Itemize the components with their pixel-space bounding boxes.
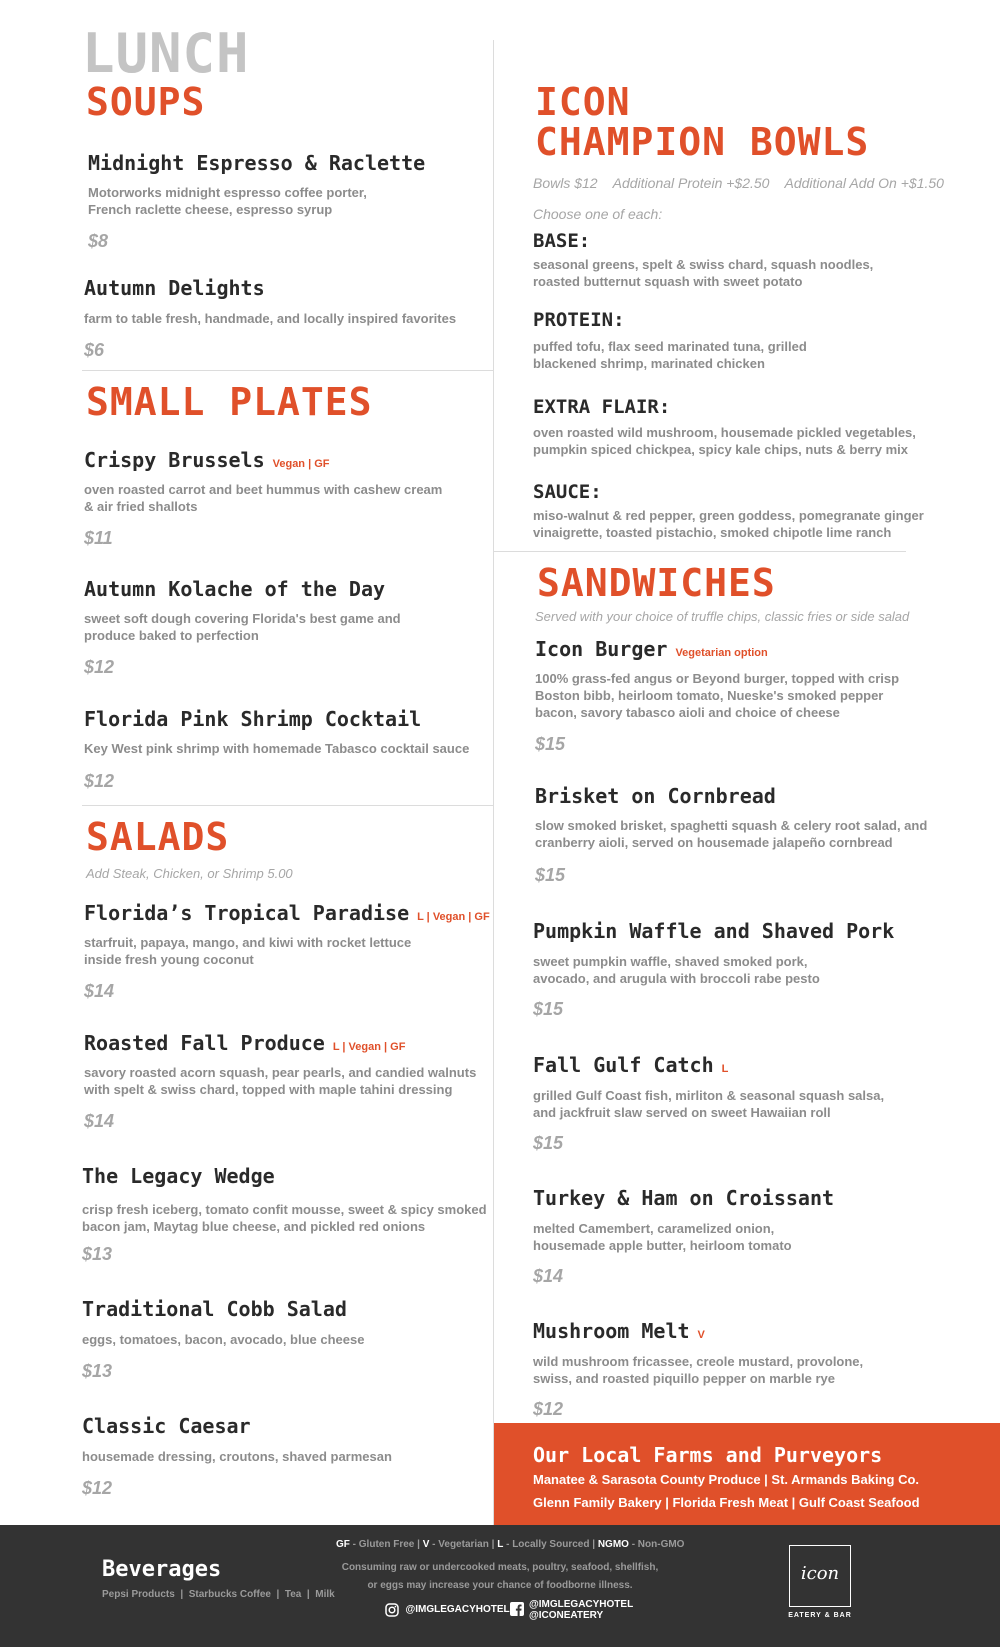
- bowl-section-desc: oven roasted wild mushroom, housemade pickled vegetables, pumpkin spiced chickpea, spicy kale chips, nuts & berry mix: [533, 425, 916, 457]
- item-price: $15: [533, 1133, 564, 1153]
- food-warning: Consuming raw or undercooked meats, poultry, seafood, shellfish,: [341, 1562, 659, 1573]
- bowl-section-desc: seasonal greens, spelt & swiss chard, squash noodles, roasted butternut squash with sweet potato: [533, 257, 874, 289]
- item-name-autumn-delights: Autumn Delights: [84, 276, 265, 300]
- item-price: $12: [84, 657, 115, 677]
- item-price: $13: [82, 1244, 113, 1264]
- bowls-title: ICON CHAMPION BOWLS: [535, 80, 870, 164]
- item-name-cobb-salad: Traditional Cobb Salad: [82, 1297, 347, 1321]
- item-price: $15: [533, 999, 564, 1019]
- bowl-section-base: BASE:: [533, 230, 591, 252]
- column-divider: [493, 40, 494, 1525]
- item-price: $14: [533, 1266, 564, 1286]
- small-plates-title: SMALL PLATES: [86, 380, 373, 424]
- bowls-pricing: Bowls $12 Additional Protein +$2.50 Additional Add On +$1.50: [533, 175, 944, 191]
- item-name-pumpkin-waffle: Pumpkin Waffle and Shaved Pork: [533, 919, 895, 943]
- bowl-section-protein: PROTEIN:: [533, 309, 625, 331]
- item-price: $13: [82, 1361, 113, 1381]
- item-desc: grilled Gulf Coast fish, mirliton & seasonal squash salsa, and jackfruit slaw served on sweet Hawaiian roll: [533, 1088, 885, 1120]
- item-desc: sweet pumpkin waffle, shaved smoked pork, avocado, and arugula with broccoli rabe pesto: [533, 954, 820, 986]
- item-desc: housemade dressing, croutons, shaved parmesan: [82, 1449, 392, 1464]
- item-desc: Key West pink shrimp with homemade Tabasco cocktail sauce: [84, 741, 470, 756]
- farms-title: Our Local Farms and Purveyors: [533, 1443, 883, 1467]
- dietary-tag: L | Vegan | GF: [332, 1041, 406, 1053]
- item-price: $12: [84, 771, 115, 791]
- facebook-icon: [510, 1602, 524, 1616]
- item-price: $8: [88, 231, 109, 251]
- bowl-section-sauce: SAUCE:: [533, 481, 602, 503]
- item-name-classic-caesar: Classic Caesar: [82, 1414, 251, 1438]
- item-desc: starfruit, papaya, mango, and kiwi with rocket lettuce inside fresh young coconut: [84, 935, 412, 967]
- salads-title: SALADS: [86, 815, 230, 859]
- item-price: $14: [84, 1111, 115, 1131]
- logo-subtitle: EATERY & BAR: [788, 1612, 852, 1619]
- item-desc: slow smoked brisket, spaghetti squash & celery root salad, and cranberry aioli, served on housemade jalapeño cornbread: [535, 818, 928, 850]
- divider: [82, 805, 493, 806]
- bowl-section-desc: miso-walnut & red pepper, green goddess, pomegranate ginger vinaigrette, toasted pistachio, smoked chipotle lime ranch: [533, 508, 924, 540]
- item-name-mushroom-melt: Mushroom Melt V: [533, 1319, 705, 1343]
- item-desc: eggs, tomatoes, bacon, avocado, blue cheese: [82, 1332, 365, 1347]
- item-name-shrimp-cocktail: Florida Pink Shrimp Cocktail: [84, 707, 422, 731]
- facebook-link[interactable]: @IMGLEGACYHOTEL @ICONEATERY: [510, 1599, 633, 1621]
- divider: [494, 551, 906, 552]
- item-name-icon-burger: Icon Burger Vegetarian option: [535, 637, 768, 661]
- item-price: $14: [84, 981, 115, 1001]
- item-desc: crisp fresh iceberg, tomato confit mousse, sweet & spicy smoked bacon jam, Maytag blue cheese, and pickled red onions: [82, 1202, 487, 1234]
- dietary-tag: L | Vegan | GF: [417, 911, 490, 923]
- item-desc: sweet soft dough covering Florida's best game and produce baked to perfection: [84, 611, 401, 643]
- item-name-turkey-ham: Turkey & Ham on Croissant: [533, 1186, 835, 1210]
- dietary-legend: GF - Gluten Free | V - Vegetarian | L - Locally Sourced | NGMO - Non-GMO: [336, 1539, 685, 1550]
- dietary-tag: Vegetarian option: [675, 647, 768, 659]
- divider: [82, 370, 493, 371]
- farms-line: Glenn Family Bakery | Florida Fresh Meat | Gulf Coast Seafood: [533, 1495, 920, 1510]
- item-price: $11: [84, 528, 113, 548]
- item-name-tropical-paradise: Florida’s Tropical Paradise L | Vegan | GF: [84, 901, 490, 925]
- item-desc: Motorworks midnight espresso coffee porter, French raclette cheese, espresso syrup: [88, 185, 367, 217]
- instagram-link[interactable]: @IMGLEGACYHOTEL: [385, 1601, 510, 1619]
- item-desc: wild mushroom fricassee, creole mustard, provolone, swiss, and roasted piquillo pepper on marble rye: [533, 1354, 864, 1386]
- beverages-list: Pepsi Products | Starbucks Coffee | Tea | Milk: [102, 1589, 335, 1600]
- icon-logo: icon: [800, 1563, 840, 1584]
- food-warning: or eggs may increase your chance of foodborne illness.: [367, 1580, 633, 1591]
- item-price: $15: [535, 865, 566, 885]
- item-name-legacy-wedge: The Legacy Wedge: [82, 1164, 275, 1188]
- dietary-tag: L: [721, 1063, 729, 1075]
- item-price: $12: [82, 1478, 113, 1498]
- item-price: $6: [84, 340, 105, 360]
- item-name-fall-gulf-catch: Fall Gulf Catch L: [533, 1053, 729, 1077]
- item-desc: farm to table fresh, handmade, and locally inspired favorites: [84, 311, 457, 326]
- item-desc: oven roasted carrot and beet hummus with cashew cream & air fried shallots: [84, 482, 443, 514]
- beverages-title: Beverages: [102, 1557, 222, 1582]
- dietary-tag: Vegan | GF: [272, 458, 330, 470]
- item-price: $12: [533, 1399, 564, 1419]
- item-name-brisket: Brisket on Cornbread: [535, 784, 776, 808]
- item-name-crispy-brussels: Crispy Brussels Vegan | GF: [84, 448, 330, 472]
- item-name-autumn-kolache: Autumn Kolache of the Day: [84, 577, 386, 601]
- lunch-heading: LUNCH: [82, 22, 250, 85]
- salads-subtitle: Add Steak, Chicken, or Shrimp 5.00: [86, 866, 293, 881]
- soups-title: SOUPS: [86, 80, 206, 124]
- item-price: $15: [535, 734, 566, 754]
- instagram-icon: [385, 1603, 399, 1617]
- item-desc: melted Camembert, caramelized onion, housemade apple butter, heirloom tomato: [533, 1221, 792, 1253]
- bowl-section-extra-flair: EXTRA FLAIR:: [533, 396, 671, 418]
- dietary-tag: V: [697, 1329, 705, 1341]
- item-name-midnight-espresso: Midnight Espresso & Raclette: [88, 151, 426, 175]
- sandwiches-title: SANDWICHES: [537, 561, 776, 605]
- farms-line: Manatee & Sarasota County Produce | St. Armands Baking Co.: [533, 1472, 920, 1487]
- item-desc: savory roasted acorn squash, pear pearls, and candied walnuts with spelt & swiss chard, topped with maple tahini dressing: [84, 1065, 477, 1097]
- bowl-section-desc: puffed tofu, flax seed marinated tuna, grilled blackened shrimp, marinated chicken: [533, 339, 807, 371]
- bowls-choose: Choose one of each:: [533, 206, 663, 222]
- sandwiches-subtitle: Served with your choice of truffle chips, classic fries or side salad: [535, 609, 910, 624]
- item-desc: 100% grass-fed angus or Beyond burger, topped with crisp Boston bibb, heirloom tomato, Nueske's smoked pepper bacon, savory tabasco aioli and choice of cheese: [535, 671, 900, 720]
- item-name-roasted-fall-produce: Roasted Fall Produce L | Vegan | GF: [84, 1031, 406, 1055]
